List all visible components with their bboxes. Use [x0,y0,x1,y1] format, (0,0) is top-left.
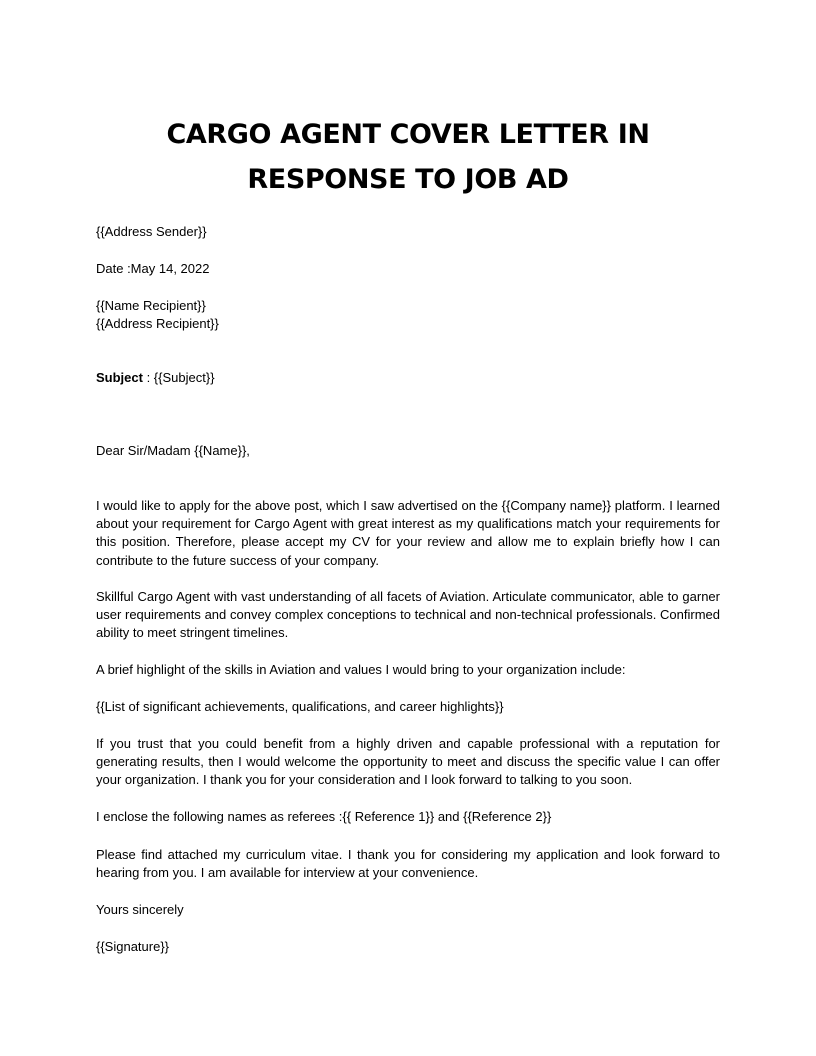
referees-line: I enclose the following names as referees :{{ Reference 1}} and {{Reference 2}} [96,809,552,824]
achievements-placeholder: {{List of significant achievements, qualifications, and career highlights}} [96,699,504,714]
closing: Yours sincerely [96,902,184,917]
letter-title [96,112,720,202]
subject-value: : {{Subject}} [142,370,215,385]
subject-line [96,369,215,387]
title-line-1: CARGO AGENT COVER LETTER IN [166,119,650,150]
recipient-name: {{Name Recipient}} [96,298,206,313]
body-paragraph-2: Skillful Cargo Agent with vast understanding of all facets of Aviation. Articulate communicator, able to garner user requirements and convey complex conceptions to technical and non-technical professionals. Confirmed ability to meet stringent timelines. [96,589,720,641]
sender-address: {{Address Sender}} [96,224,207,239]
signature: {{Signature}} [96,939,170,954]
subject-label: Subject [96,370,143,385]
title-line-2: RESPONSE TO JOB AD [247,164,569,195]
letter-date: Date :May 14, 2022 [96,261,210,276]
salutation: Dear Sir/Madam {{Name}}, [96,443,250,458]
body-paragraph-5: If you trust that you could benefit from a highly driven and capable professional with a reputation for generating results, then I would welcome the opportunity to meet and discuss the specific value I can offer your organization. I thank you for your consideration and I look forward to talking to you soon. [96,736,720,788]
body-paragraph-1: I would like to apply for the above post, which I saw advertised on the {{Company name}} platform. I learned about your requirement for Cargo Agent with great interest as my qualifications match your requirements for this position. Therefore, please accept my CV for your review and allow me to explain briefly how I can contribute to the future success of your company. [96,498,720,568]
body-paragraph-3: A brief highlight of the skills in Aviation and values I would bring to your organization include: [96,662,626,677]
body-paragraph-7: Please find attached my curriculum vitae. I thank you for considering my application and look forward to hearing from you. I am available for interview at your convenience. [96,847,720,881]
recipient-address: {{Address Recipient}} [96,316,219,331]
